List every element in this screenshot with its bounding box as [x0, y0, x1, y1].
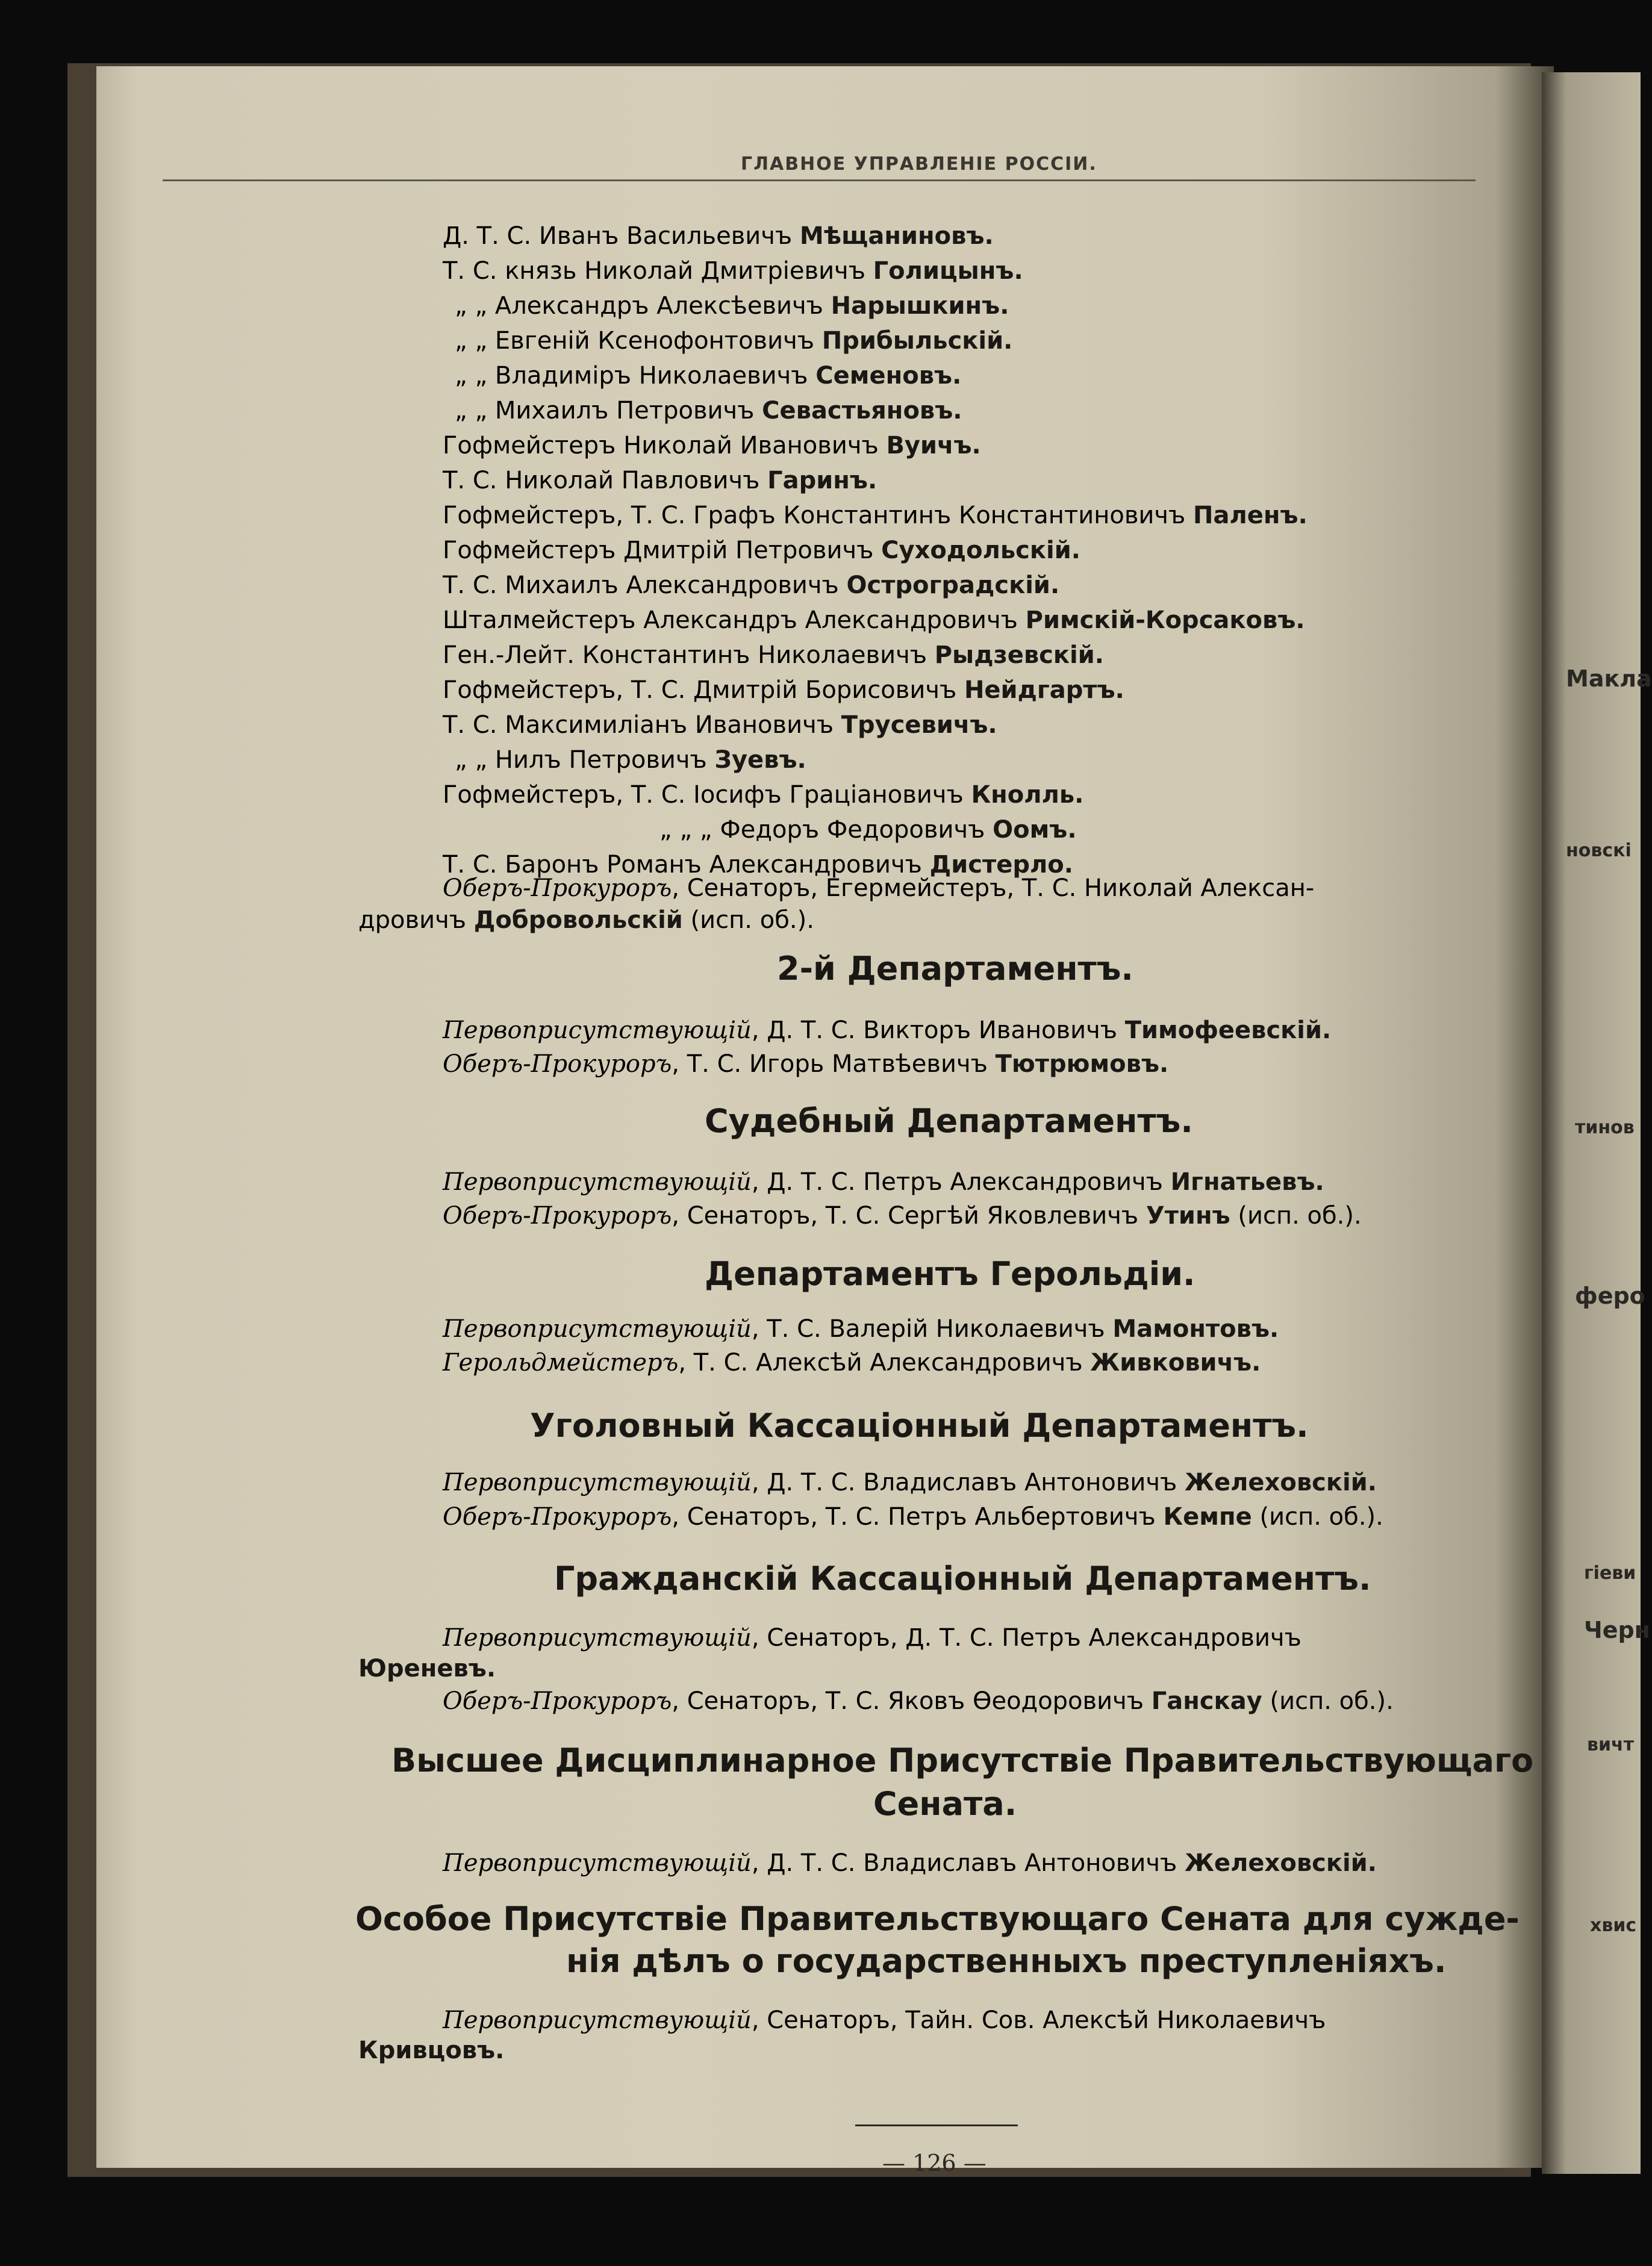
member-line: „ „ „ Федоръ Федоровичъ Оомъ. — [659, 816, 1077, 844]
section-entry: Герольдмейстеръ, Т. С. Алексѣй Александровичъ Живковичъ. — [443, 1349, 1261, 1377]
member-line: „ „ Евгеній Ксенофонтовичъ Прибыльскій. — [455, 327, 1013, 355]
section-entry: Первоприсутствующій, Д. Т. С. Петръ Александровичъ Игнатьевъ. — [443, 1168, 1324, 1196]
section-entry: Кривцовъ. — [358, 2037, 505, 2064]
member-line: Гофмейстеръ, Т. С. Дмитрій Борисовичъ Нейдгартъ. — [443, 676, 1124, 704]
member-line: „ „ Нилъ Петровичъ Зуевъ. — [455, 746, 806, 774]
section-entry: Оберъ-Прокуроръ, Сенаторъ, Т. С. Петръ Альбертовичъ Кемпе (исп. об.). — [443, 1503, 1383, 1531]
right-page-fragment: Черн — [1584, 1617, 1650, 1643]
header-rule — [163, 179, 1476, 184]
right-page-fragment: хвис — [1590, 1915, 1637, 1936]
section-entry: Первоприсутствующій, Д. Т. С. Владиславъ Антоновичъ Желеховскій. — [443, 1469, 1377, 1496]
member-line: Т. С. Максимиліанъ Ивановичъ Трусевичъ. — [443, 711, 997, 739]
right-page-fragment: новскі — [1566, 840, 1632, 861]
section-entry: Оберъ-Прокуроръ, Т. С. Игорь Матвѣевичъ Тютрюмовъ. — [443, 1050, 1169, 1078]
section-heading: Особое Присутствіе Правительствующаго Сената для сужде- — [355, 1900, 1520, 1938]
oberprokuror-line: Оберъ-Прокуроръ, Сенаторъ, Егермейстеръ, Т. С. Николай Алексан- — [443, 874, 1315, 902]
running-header: ГЛАВНОЕ УПРАВЛЕНІЕ РОССІИ. — [741, 154, 1097, 175]
section-entry: Первоприсутствующій, Сенаторъ, Тайн. Сов. Алексѣй Николаевичъ — [443, 2006, 1326, 2034]
member-line: Гофмейстеръ, Т. С. Іосифъ Граціановичъ Кнолль. — [443, 781, 1084, 809]
section-entry: Первоприсутствующій, Сенаторъ, Д. Т. С. Петръ Александровичъ — [443, 1624, 1301, 1652]
section-heading: Департаментъ Герольдіи. — [705, 1255, 1195, 1293]
section-heading: Сената. — [873, 1785, 1017, 1823]
oberprokuror-line: дровичъ Добровольскій (исп. об.). — [358, 906, 814, 934]
right-page-fragment: Макла — [1566, 665, 1652, 692]
member-line: Гофмейстеръ Дмитрій Петровичъ Суходольскій. — [443, 537, 1080, 564]
member-line: „ „ Владиміръ Николаевичъ Семеновъ. — [455, 362, 962, 390]
right-page-fragment: вичт — [1587, 1734, 1634, 1755]
member-line: Т. С. Михаилъ Александровичъ Остроградскій. — [443, 571, 1060, 599]
member-line: Т. С. Николай Павловичъ Гаринъ. — [443, 467, 877, 494]
member-line: Д. Т. С. Иванъ Васильевичъ Мѣщаниновъ. — [443, 222, 994, 250]
section-entry: Первоприсутствующій, Т. С. Валерій Николаевичъ Мамонтовъ. — [443, 1315, 1279, 1343]
section-heading: Уголовный Кассаціонный Департаментъ. — [530, 1407, 1309, 1445]
member-line: Гофмейстеръ Николай Ивановичъ Вуичъ. — [443, 432, 981, 459]
page-number: — 126 — — [882, 2150, 987, 2176]
member-line: Т. С. Баронъ Романъ Александровичъ Дистерло. — [443, 851, 1073, 879]
section-heading: Гражданскій Кассаціонный Департаментъ. — [554, 1560, 1371, 1598]
section-heading: 2-й Департаментъ. — [777, 950, 1133, 988]
member-line: „ „ Александръ Алексѣевичъ Нарышкинъ. — [455, 292, 1009, 320]
member-line: Шталмейстеръ Александръ Александровичъ Римскій-Корсаковъ. — [443, 606, 1305, 634]
member-line: Гофмейстеръ, Т. С. Графъ Константинъ Константиновичъ Паленъ. — [443, 502, 1308, 529]
section-entry: Оберъ-Прокуроръ, Сенаторъ, Т. С. Сергѣй Яковлевичъ Утинъ (исп. об.). — [443, 1202, 1362, 1230]
section-entry: Юреневъ. — [358, 1655, 496, 1682]
section-entry: Первоприсутствующій, Д. Т. С. Викторъ Ивановичъ Тимофеевскій. — [443, 1016, 1332, 1044]
right-page-fragment: феро — [1575, 1283, 1645, 1309]
section-entry: Оберъ-Прокуроръ, Сенаторъ, Т. С. Яковъ Өеодоровичъ Ганскау (исп. об.). — [443, 1687, 1394, 1715]
footer-rule — [855, 2124, 1018, 2126]
member-line: „ „ Михаилъ Петровичъ Севастьяновъ. — [455, 397, 962, 425]
section-heading: Судебный Департаментъ. — [705, 1102, 1193, 1140]
right-page-fragment: тинов — [1575, 1117, 1635, 1138]
section-heading: нія дѣлъ о государственныхъ преступленіяхъ. — [566, 1942, 1447, 1980]
section-heading: Высшее Дисциплинарное Присутствіе Правительствующаго — [391, 1742, 1534, 1779]
section-entry: Первоприсутствующій, Д. Т. С. Владиславъ Антоновичъ Желеховскій. — [443, 1849, 1377, 1877]
member-line: Ген.-Лейт. Константинъ Николаевичъ Рыдзевскій. — [443, 641, 1104, 669]
member-line: Т. С. князь Николай Дмитріевичъ Голицынъ. — [443, 257, 1023, 285]
right-page-fragment: гіеви — [1584, 1563, 1636, 1584]
